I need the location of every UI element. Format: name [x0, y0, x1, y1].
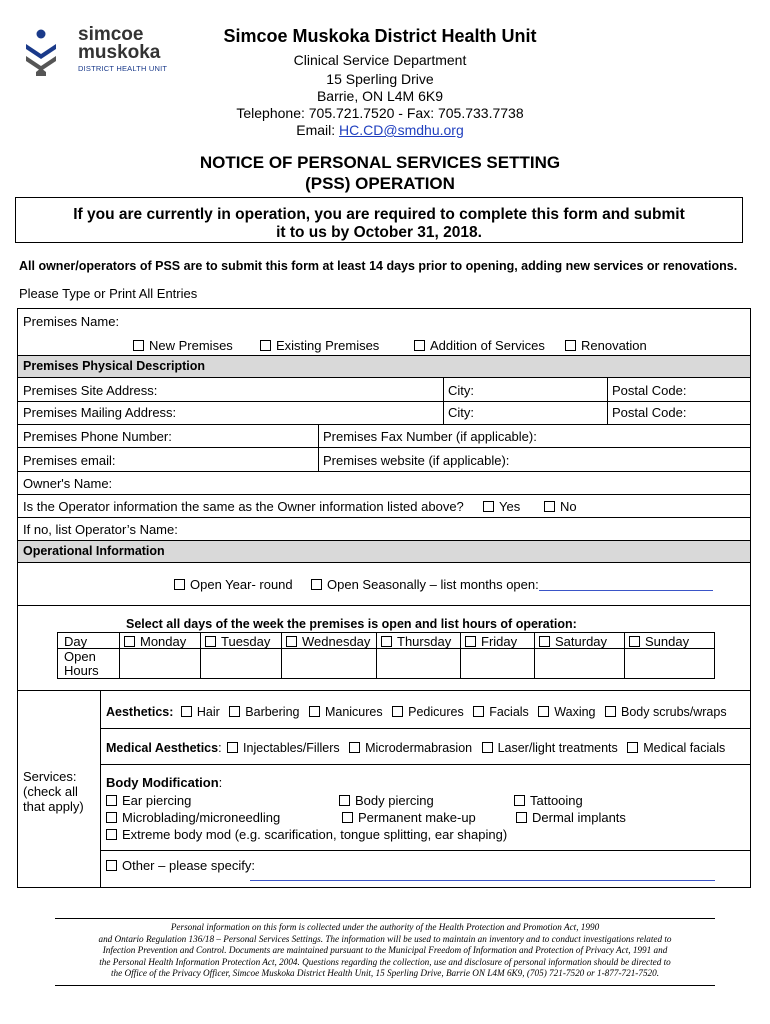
- checkbox-icon[interactable]: [483, 501, 494, 512]
- divider: [18, 540, 750, 541]
- divider: [100, 850, 750, 851]
- checkbox-icon[interactable]: [381, 636, 392, 647]
- checkbox-icon[interactable]: [544, 501, 555, 512]
- days-table: [57, 632, 715, 679]
- divider: [281, 633, 282, 678]
- checkbox-icon[interactable]: [342, 812, 353, 823]
- checkbox-icon[interactable]: [482, 742, 493, 753]
- waxing-option[interactable]: [538, 705, 595, 719]
- checkbox-icon[interactable]: [133, 340, 144, 351]
- footer-rule-bottom: [55, 985, 715, 986]
- aesthetics-label: Aesthetics:: [106, 705, 174, 719]
- checkbox-icon[interactable]: [538, 706, 549, 717]
- logo-line-2: muskoka: [78, 42, 161, 63]
- wednesday-option[interactable]: [286, 634, 370, 649]
- seasonal-option[interactable]: [311, 577, 539, 592]
- services-label-1: Services:: [23, 769, 77, 784]
- option-label: Pedicures: [408, 705, 464, 719]
- tattooing-option[interactable]: [514, 793, 583, 808]
- no-option[interactable]: [544, 499, 577, 514]
- checkbox-icon[interactable]: [514, 795, 525, 806]
- aesthetics-row: [106, 705, 727, 719]
- instruction: All owner/operators of PSS are to submit this form at least 14 days prior to opening, adding new services or renovations.: [19, 259, 738, 273]
- logo-line-1: simcoe: [78, 24, 144, 45]
- day-name: Wednesday: [302, 634, 371, 649]
- privacy-line-4: the Personal Health Information Protection Act, 2004. Questions regarding the collection, use and disclosure of personal information should be directed to: [99, 956, 671, 967]
- open-label: Open: [64, 649, 96, 664]
- option-label: Laser/light treatments: [497, 741, 618, 755]
- bodymod-label: Body Modification: [106, 775, 219, 790]
- privacy-line-2: and Ontario Regulation 136/18 – Personal Services Settings. The information will be used to maintain an inventory and to conduct investigations related to: [98, 933, 672, 944]
- medical-row: Medical Aesthetics: Injectables/Fillers Microdermabrasion Laser/light treatments Medical facials: [106, 741, 726, 755]
- divider: [100, 728, 750, 729]
- permanent-makeup-option[interactable]: [342, 810, 476, 825]
- operator-same-question: Is the Operator information the same as the Owner information listed above?: [23, 499, 464, 514]
- renovation-option[interactable]: [565, 338, 647, 353]
- mailing-address-label: Premises Mailing Address:: [23, 405, 177, 420]
- checkbox-icon[interactable]: [124, 636, 135, 647]
- laser-option[interactable]: [482, 741, 618, 755]
- dermal-implants-option[interactable]: [516, 810, 626, 825]
- day-label: Day: [64, 634, 88, 649]
- divider: [18, 494, 750, 495]
- sunday-option[interactable]: [629, 634, 689, 649]
- callout-line-1: If you are currently in operation, you are required to complete this form and submit: [73, 206, 685, 223]
- day-name: Sunday: [645, 634, 690, 649]
- email-link[interactable]: HC.CD@smdhu.org: [339, 122, 464, 138]
- services-label-3: that apply): [23, 799, 84, 814]
- divider: [18, 447, 750, 448]
- checkbox-icon[interactable]: [629, 636, 640, 647]
- checkbox-icon[interactable]: [106, 795, 117, 806]
- street-address: 15 Sperling Drive: [326, 71, 434, 87]
- fax-label: Premises Fax Number (if applicable):: [323, 429, 537, 444]
- option-label: Other – please specify:: [122, 858, 255, 873]
- divider: [624, 633, 625, 678]
- option-label: Renovation: [581, 338, 647, 353]
- thursday-option[interactable]: [381, 634, 451, 649]
- microblading-option[interactable]: [106, 810, 280, 825]
- footer-rule: [55, 918, 715, 919]
- injectables-option[interactable]: [227, 741, 340, 755]
- pss-form: [17, 308, 751, 888]
- checkbox-icon[interactable]: [311, 579, 322, 590]
- option-label: Extreme body mod (e.g. scarification, tongue splitting, ear shaping): [122, 827, 508, 842]
- extreme-bodymod-option[interactable]: [106, 827, 507, 842]
- divider: [100, 764, 750, 765]
- divider: [18, 562, 750, 563]
- existing-premises-option[interactable]: [260, 338, 379, 353]
- divider: [460, 633, 461, 678]
- option-label: Manicures: [324, 705, 383, 719]
- medical-label: Medical Aesthetics: [106, 741, 219, 755]
- city-address: Barrie, ON L4M 6K9: [316, 88, 444, 104]
- divider: [18, 355, 750, 356]
- new-premises-option[interactable]: [133, 338, 233, 353]
- divider: [18, 401, 750, 402]
- divider: [18, 517, 750, 518]
- checkbox-icon[interactable]: [106, 829, 117, 840]
- mailing-postal-label: Postal Code:: [612, 405, 687, 420]
- hours-label: Hours: [64, 663, 99, 678]
- physical-description-heading: Premises Physical Description: [23, 359, 206, 373]
- yes-option[interactable]: [483, 499, 520, 514]
- body-piercing-option[interactable]: [339, 793, 434, 808]
- checkbox-icon[interactable]: [473, 706, 484, 717]
- day-name: Thursday: [397, 634, 452, 649]
- checkbox-icon[interactable]: [392, 706, 403, 717]
- services-label: [23, 769, 84, 814]
- divider: [100, 690, 101, 888]
- option-label: Body piercing: [355, 793, 434, 808]
- privacy-line-3: Infection Prevention and Control. Documents are maintained pursuant to the Municipal Freedom of Information and Protection of Privacy Act, 1991 and: [102, 945, 668, 955]
- checkbox-icon[interactable]: [260, 340, 271, 351]
- microdermabrasion-option[interactable]: [349, 741, 472, 755]
- day-name: Monday: [140, 634, 187, 649]
- friday-option[interactable]: [465, 634, 517, 649]
- option-label: Existing Premises: [276, 338, 380, 353]
- option-label: Permanent make-up: [358, 810, 476, 825]
- checkbox-icon[interactable]: [605, 706, 616, 717]
- site-city-label: City:: [448, 383, 474, 398]
- option-label: Waxing: [554, 705, 596, 719]
- option-label: Microblading/microneedling: [122, 810, 281, 825]
- notice-title-1: NOTICE OF PERSONAL SERVICES SETTING: [199, 153, 561, 172]
- day-name: Friday: [481, 634, 518, 649]
- other-specify-line[interactable]: [250, 880, 715, 881]
- phone-fax: Telephone: 705.721.7520 - Fax: 705.733.7738: [236, 105, 524, 121]
- website-label: Premises website (if applicable):: [323, 453, 510, 468]
- site-address-label: Premises Site Address:: [23, 383, 158, 398]
- saturday-option[interactable]: [539, 634, 607, 649]
- owner-name-label: Owner's Name:: [23, 476, 113, 491]
- option-label: Open Year- round: [190, 577, 293, 592]
- divider: [443, 377, 444, 424]
- checkbox-icon[interactable]: [309, 706, 320, 717]
- medical-facials-option[interactable]: [627, 741, 725, 755]
- option-label: New Premises: [149, 338, 233, 353]
- manicures-option[interactable]: [309, 705, 383, 719]
- department: Clinical Service Department: [293, 52, 467, 68]
- divider: [18, 605, 750, 606]
- option-label: No: [560, 499, 577, 514]
- divider: [18, 377, 750, 378]
- checkbox-icon[interactable]: [627, 742, 638, 753]
- premises-email-label: Premises email:: [23, 453, 116, 468]
- hair-option[interactable]: [181, 705, 220, 719]
- checkbox-icon[interactable]: [205, 636, 216, 647]
- monday-option[interactable]: [124, 634, 186, 649]
- pedicures-option[interactable]: [392, 705, 464, 719]
- barbering-option[interactable]: [229, 705, 299, 719]
- option-label: Ear piercing: [122, 793, 192, 808]
- addition-services-option[interactable]: [414, 338, 545, 353]
- divider: [318, 424, 319, 471]
- option-label: Yes: [499, 499, 521, 514]
- option-label: Tattooing: [530, 793, 583, 808]
- checkbox-icon[interactable]: [229, 706, 240, 717]
- divider: [376, 633, 377, 678]
- tuesday-option[interactable]: [205, 634, 270, 649]
- facials-option[interactable]: [473, 705, 529, 719]
- divider: [200, 633, 201, 678]
- checkbox-icon[interactable]: [539, 636, 550, 647]
- option-label: Injectables/Fillers: [243, 741, 340, 755]
- services-label-2: (check all: [23, 784, 78, 799]
- divider: [18, 471, 750, 472]
- checkbox-icon[interactable]: [106, 860, 117, 871]
- option-label: Hair: [196, 705, 220, 719]
- privacy-line-5: the Office of the Privacy Officer, Simcoe Muskoka District Health Unit, 15 Sperling Drive, Barrie ON L4M 6K9, (705) 721-7520 or 1-877-721-7520.: [110, 968, 660, 978]
- checkbox-icon[interactable]: [339, 795, 350, 806]
- checkbox-icon[interactable]: [227, 742, 238, 753]
- year-round-option[interactable]: [174, 577, 293, 592]
- callout-line-2: it to us by October 31, 2018.: [276, 224, 482, 241]
- option-label: Facials: [489, 705, 529, 719]
- day-name: Tuesday: [221, 634, 271, 649]
- divider: [18, 424, 750, 425]
- logo-subtitle: DISTRICT HEALTH UNIT: [78, 64, 168, 73]
- bodymod-heading: Body Modification:: [106, 775, 223, 790]
- seasonal-months-line[interactable]: [539, 590, 713, 591]
- organization-title: Simcoe Muskoka District Health Unit: [223, 26, 537, 46]
- checkbox-icon[interactable]: [414, 340, 425, 351]
- days-heading: Select all days of the week the premises is open and list hours of operation:: [126, 617, 577, 631]
- option-label: Medical facials: [643, 741, 726, 755]
- notice-title-2: (PSS) OPERATION: [305, 174, 455, 193]
- site-postal-label: Postal Code:: [612, 383, 687, 398]
- divider: [119, 633, 120, 678]
- type-print-note: Please Type or Print All Entries: [19, 286, 198, 301]
- mailing-city-label: City:: [448, 405, 474, 420]
- option-label: Microdermabrasion: [365, 741, 473, 755]
- deadline-callout: [15, 197, 743, 243]
- ear-piercing-option[interactable]: [106, 793, 191, 808]
- checkbox-icon[interactable]: [565, 340, 576, 351]
- phone-label: Premises Phone Number:: [23, 429, 172, 444]
- checkbox-icon[interactable]: [286, 636, 297, 647]
- body-scrubs-option[interactable]: [605, 705, 727, 719]
- option-label: Barbering: [245, 705, 300, 719]
- operator-name-label: If no, list Operator’s Name:: [23, 522, 178, 537]
- checkbox-icon[interactable]: [106, 812, 117, 823]
- privacy-line-1: Personal information on this form is collected under the authority of the Health Protection and Promotion Act, 1990: [170, 922, 600, 932]
- checkbox-icon[interactable]: [349, 742, 360, 753]
- premises-name-label: Premises Name:: [23, 314, 120, 329]
- option-label: Body scrubs/wraps: [620, 705, 727, 719]
- checkbox-icon[interactable]: [181, 706, 192, 717]
- checkbox-icon[interactable]: [465, 636, 476, 647]
- option-label: Dermal implants: [532, 810, 626, 825]
- day-name: Saturday: [555, 634, 608, 649]
- email-label: Email:: [296, 122, 340, 138]
- checkbox-icon[interactable]: [516, 812, 527, 823]
- divider: [607, 377, 608, 424]
- option-label: Open Seasonally – list months open:: [327, 577, 539, 592]
- logo-wordmark: [78, 26, 160, 62]
- email-line: [170, 122, 590, 139]
- divider: [534, 633, 535, 678]
- operational-info-heading: Operational Information: [23, 544, 165, 558]
- divider: [18, 690, 750, 691]
- other-option[interactable]: [106, 858, 255, 873]
- checkbox-icon[interactable]: [174, 579, 185, 590]
- option-label: Addition of Services: [430, 338, 545, 353]
- privacy-notice: [55, 922, 715, 980]
